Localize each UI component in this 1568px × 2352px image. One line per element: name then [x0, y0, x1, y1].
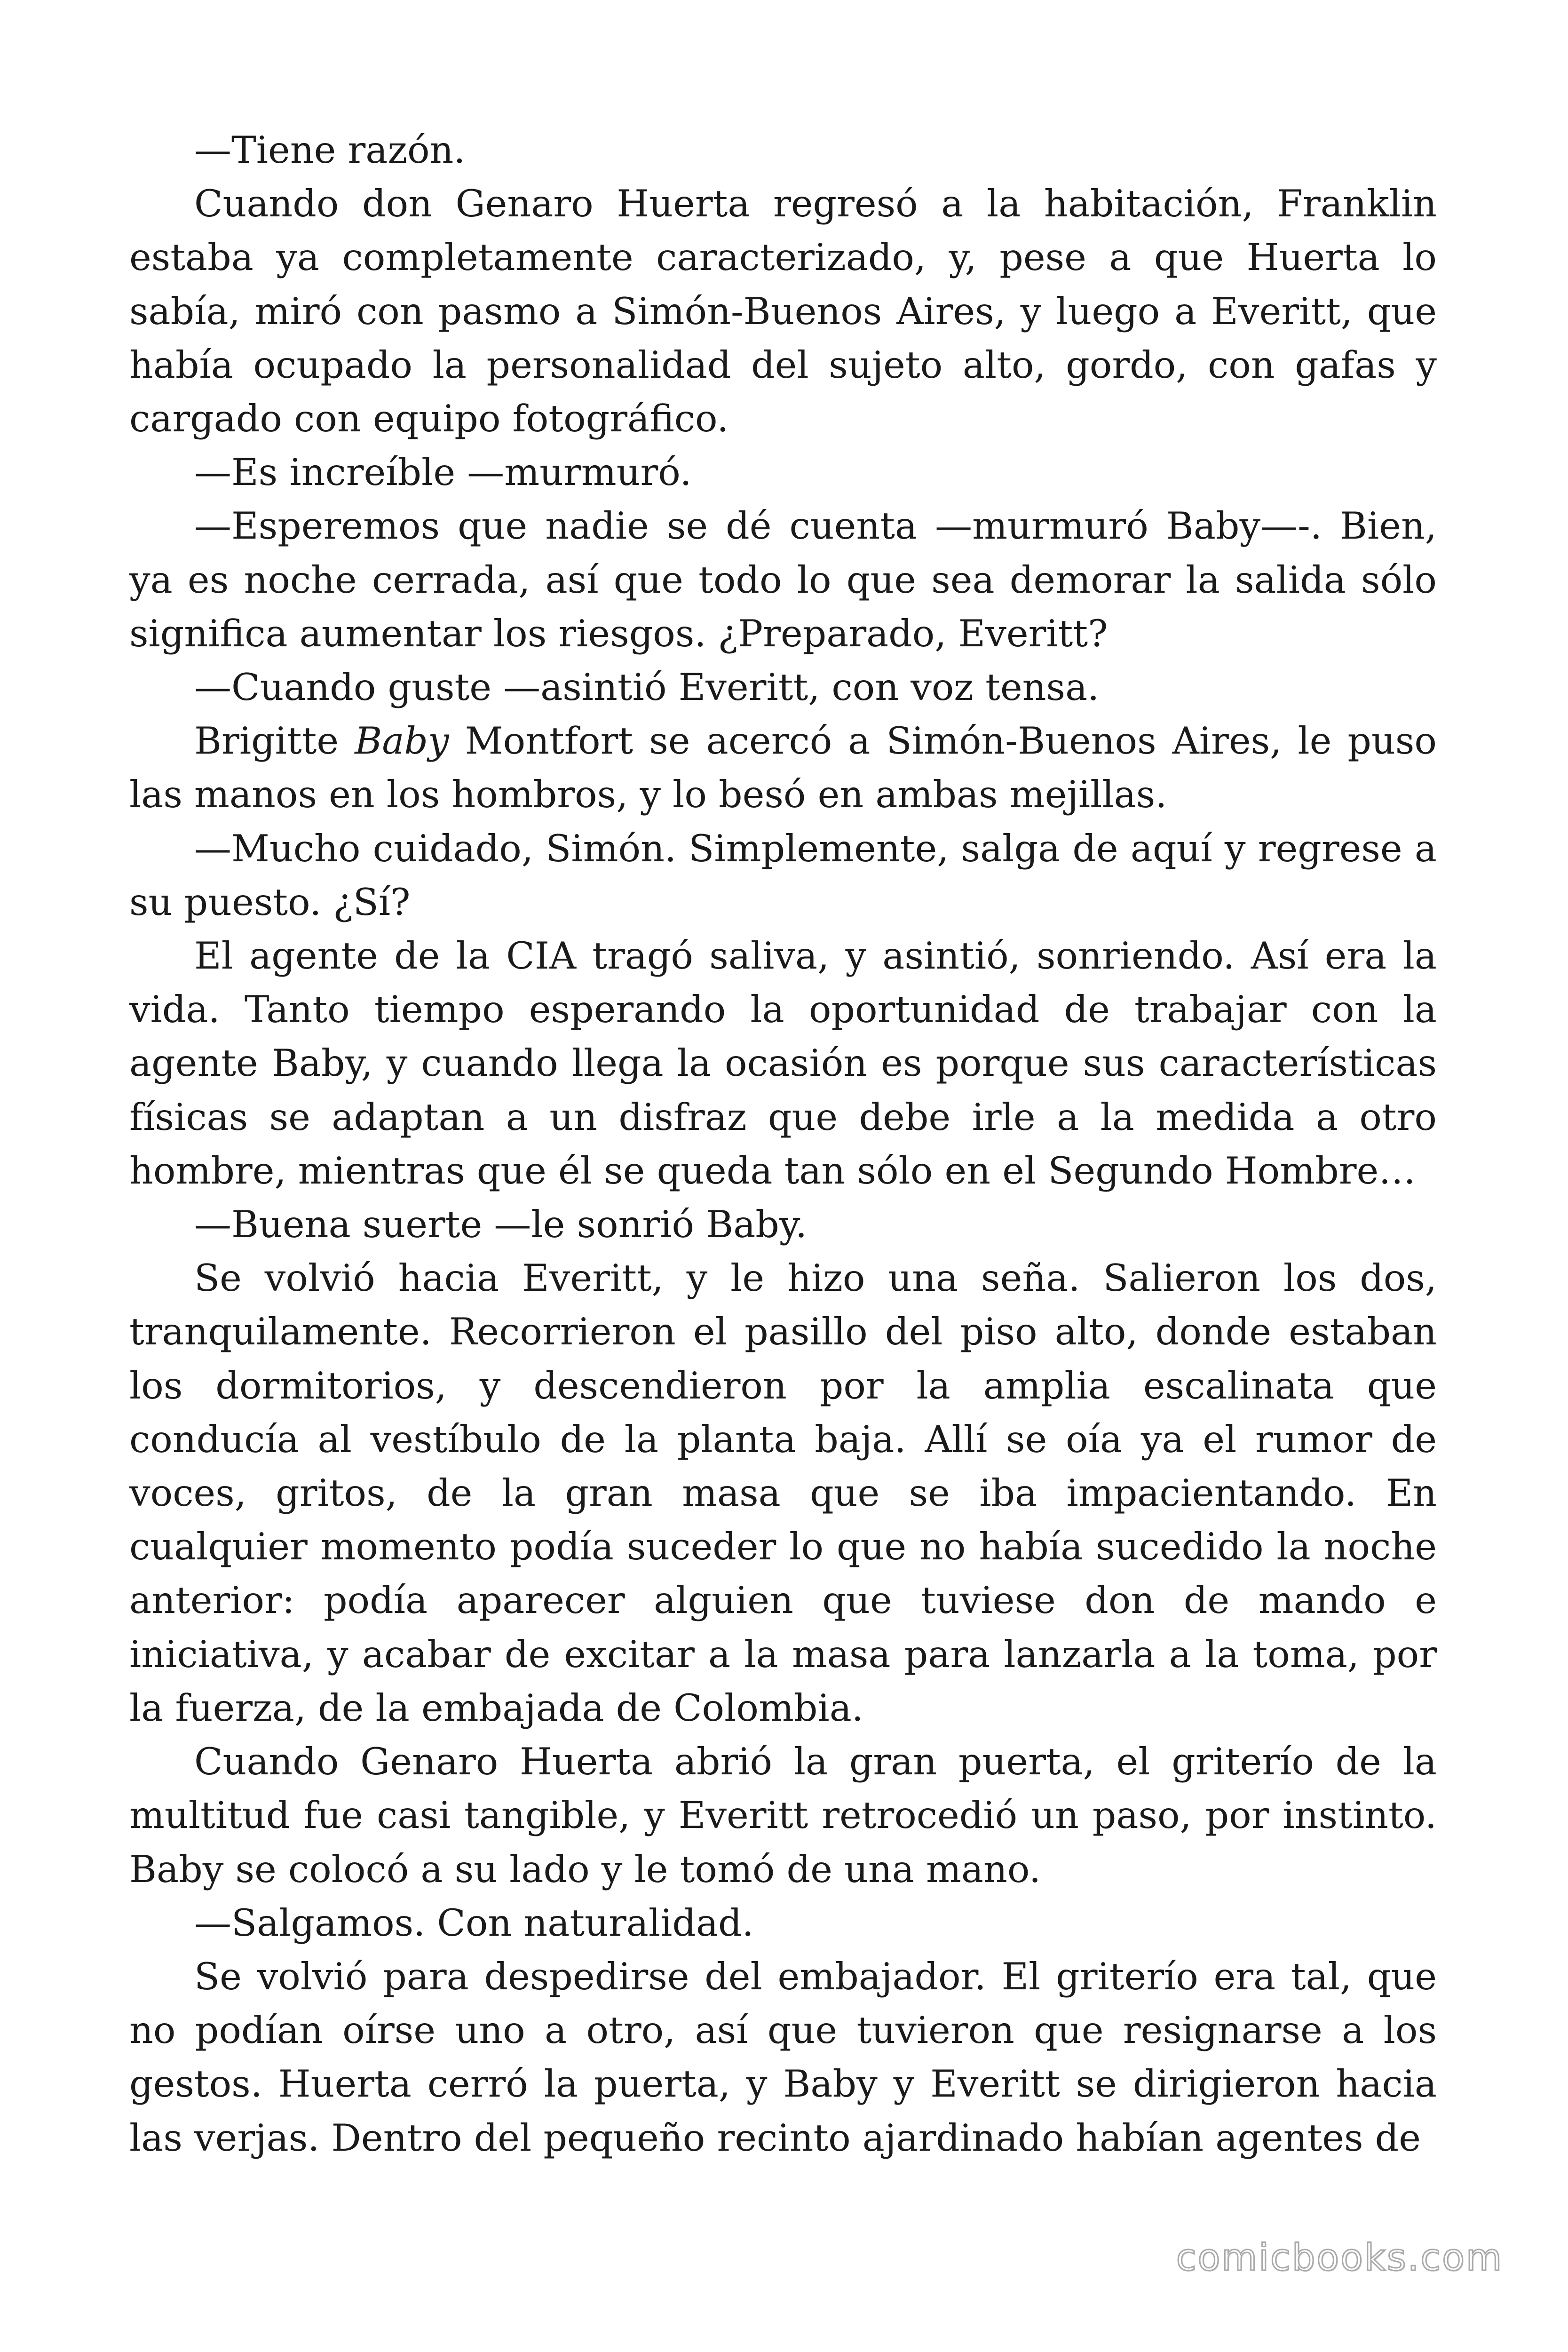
paragraph: —Tiene razón. — [194, 128, 466, 172]
paragraph: Cuando don Genaro Huerta regresó a la habitación, Franklin estaba ya completamente caracterizado, y, pese a que Huerta lo sabía, miró con pasmo a Simón-Buenos Aires, y luego a Everitt, que había ocupado la personalidad del sujeto alto, gordo, con gafas y cargado con equipo fotográfico. — [129, 182, 1437, 441]
paragraph: Cuando Genaro Huerta abrió la gran puerta, el griterío de la multitud fue casi tangible, y Everitt retrocedió un paso, por instinto. Baby se colocó a su lado y le tomó de una mano. — [129, 1740, 1437, 1891]
paragraph: Se volvió para despedirse del embajador. El griterío era tal, que no podían oírse uno a otro, así que tuvieron que resignarse a los gestos. Huerta cerró la puerta, y Baby y Everitt se dirigieron hacia las verjas. Dentro del pequeño recinto ajardinado habían agentes de — [129, 1955, 1437, 2160]
watermark-logo: comicbooks.com — [1176, 2237, 1503, 2279]
text-run: Montfort se acercó a Simón-Buenos Aires, le puso las manos en los hombros, y lo besó en ambas mejillas. — [129, 719, 1437, 817]
paragraph: —Buena suerte —le sonrió Baby. — [194, 1203, 808, 1247]
text-run: Brigitte — [194, 719, 355, 763]
paragraph: —Mucho cuidado, Simón. Simplemente, salga de aquí y regrese a su puesto. ¿Sí? — [129, 826, 1437, 924]
paragraph: —Esperemos que nadie se dé cuenta —murmuró Baby—-. Bien, ya es noche cerrada, así que todo lo que sea demorar la salida sólo significa aumentar los riesgos. ¿Preparado, Everitt? — [129, 504, 1437, 655]
paragraph: Se volvió hacia Everitt, y le hizo una seña. Salieron los dos, tranquilamente. Recorrieron el pasillo del piso alto, donde estaban los dormitorios, y descendieron por la amplia escalinata que conducía al vestíbulo de la planta baja. Allí se oía ya el rumor de voces, gritos, de la gran masa que se iba impacientando. En cualquier momento podía suceder lo que no había sucedido la noche anterior: podía aparecer alguien que tuviese don de mando e iniciativa, y acabar de excitar a la masa para lanzarla a la toma, por la fuerza, de la embajada de Colombia. — [129, 1256, 1437, 1730]
italic-name: Baby — [355, 719, 449, 763]
paragraph: —Cuando guste —asintió Everitt, con voz tensa. — [194, 666, 1100, 709]
paragraph: El agente de la CIA tragó saliva, y asintió, sonriendo. Así era la vida. Tanto tiempo esperando la oportunidad de trabajar con la agente Baby, y cuando llega la ocasión es porque sus características físicas se adaptan a un disfraz que debe irle a la medida a otro hombre, mientras que él se queda tan sólo en el Segundo Hombre… — [129, 934, 1437, 1192]
page-body — [129, 123, 1437, 2165]
paragraph: —Salgamos. Con naturalidad. — [194, 1901, 754, 1945]
paragraph — [129, 714, 1437, 821]
paragraph: —Es increíble —murmuró. — [194, 451, 692, 494]
